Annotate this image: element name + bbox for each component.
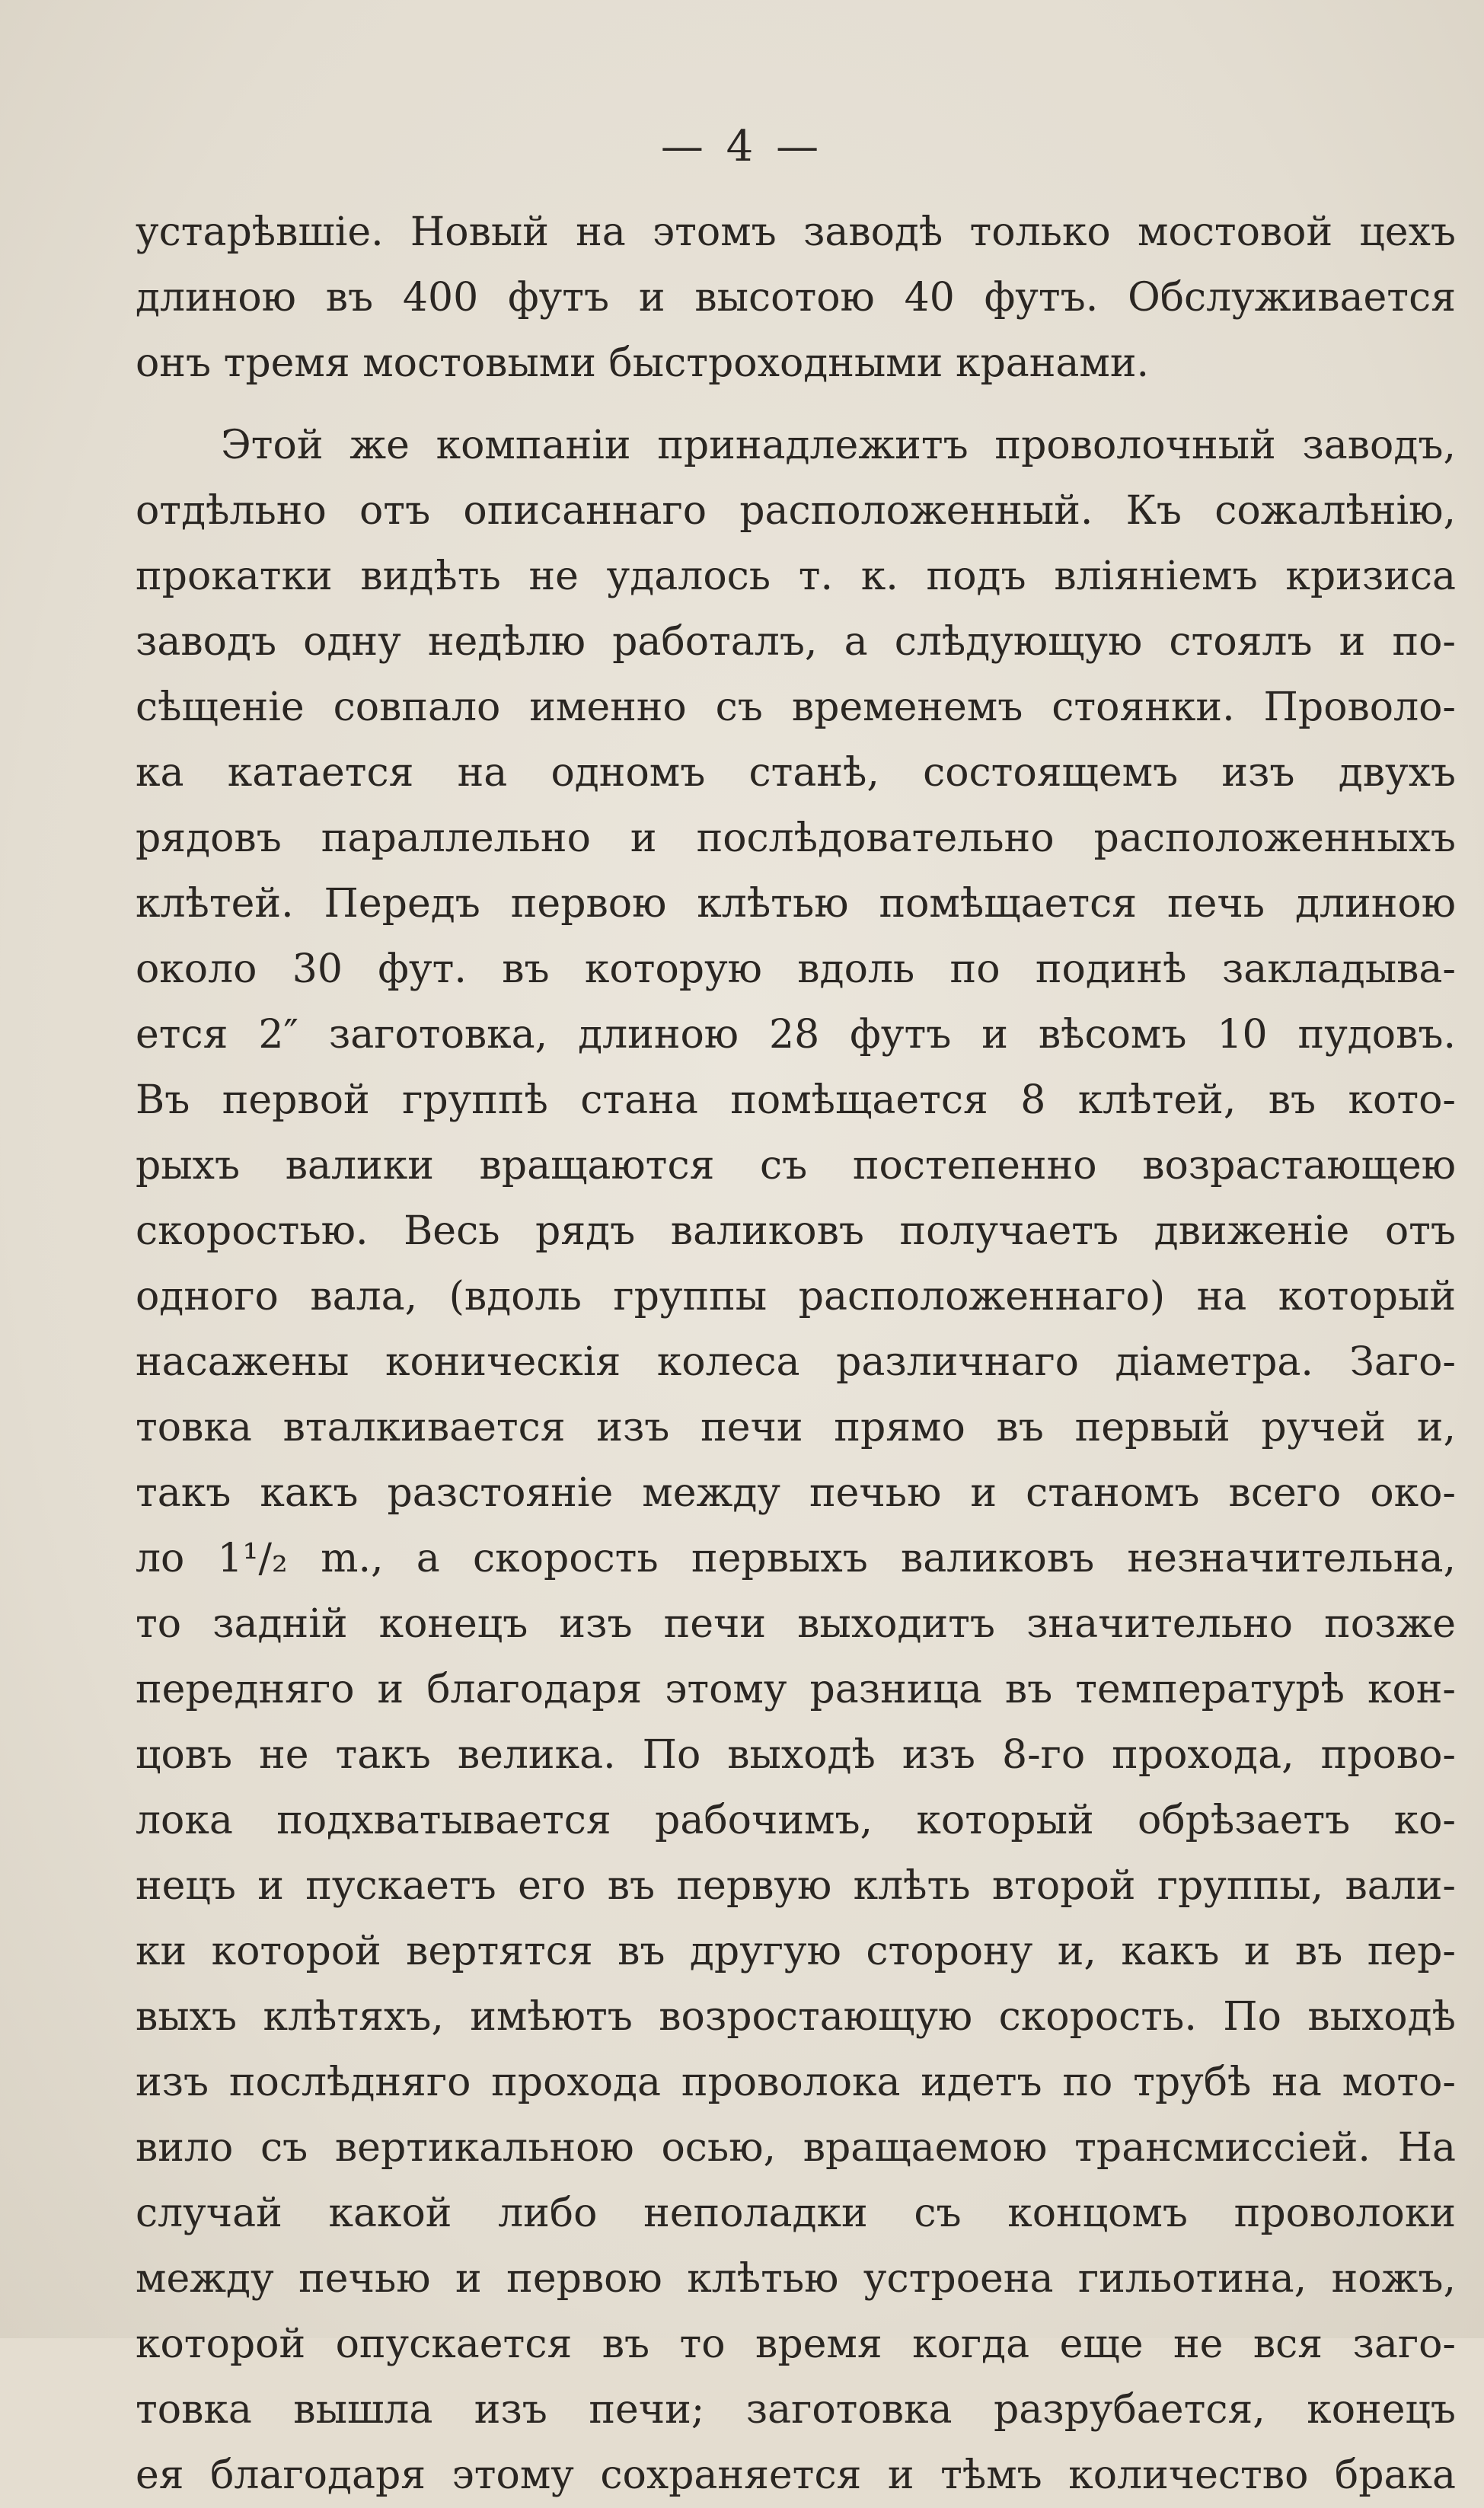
text-line: отдѣльно отъ описаннаго расположенный. Къ сожалѣнію, xyxy=(136,488,1456,534)
text-line: ка катается на одномъ станѣ, состоящемъ изъ двухъ xyxy=(136,750,1456,796)
text-line: одного вала, (вдоль группы расположеннаго) на который xyxy=(136,1274,1456,1319)
text-line: клѣтей. Передъ первою клѣтью помѣщается печь длиною xyxy=(136,881,1456,927)
text-line: заводъ одну недѣлю работалъ, а слѣдующую стоялъ и по- xyxy=(136,619,1456,665)
text-line: такъ какъ разстояніе между печью и станомъ всего око- xyxy=(136,1470,1456,1516)
text-line: насажены коническія колеса различнаго діаметра. Заго- xyxy=(136,1339,1456,1385)
paragraph-gap xyxy=(136,396,1456,413)
text-line: Въ первой группѣ стана помѣщается 8 клѣтей, въ кото- xyxy=(136,1077,1456,1123)
text-line: ется 2″ заготовка, длиною 28 футъ и вѣсомъ 10 пудовъ. xyxy=(136,1012,1456,1058)
text-line: товка вталкивается изъ печи прямо въ первый ручей и, xyxy=(136,1405,1456,1450)
page-number: — 4 — xyxy=(660,122,824,171)
text-line: Этой же компаніи принадлежитъ проволочный заводъ, xyxy=(221,423,1456,468)
text-line: цовъ не такъ велика. По выходѣ изъ 8-го прохода, прово- xyxy=(136,1732,1456,1778)
page-body xyxy=(136,199,1456,2508)
text-line: ея благодаря этому сохраняется и тѣмъ количество брака xyxy=(136,2452,1456,2498)
text-line: товка вышла изъ печи; заготовка разрубается, конецъ xyxy=(136,2387,1456,2433)
text-line: рядовъ параллельно и послѣдовательно расположенныхъ xyxy=(136,815,1456,861)
text-line: вило съ вертикальною осью, вращаемою трансмиссіей. На xyxy=(136,2125,1456,2171)
text-line: рыхъ валики вращаются съ постепенно возрастающею xyxy=(136,1143,1456,1189)
paragraph xyxy=(136,199,1456,396)
text-line: ло 1¹/₂ m., а скорость первыхъ валиковъ незначительна, xyxy=(136,1536,1456,1581)
text-line: устарѣвшіе. Новый на этомъ заводѣ только мостовой цехъ xyxy=(136,209,1456,255)
text-line: прокатки видѣть не удалось т. к. подъ вліяніемъ кризиса xyxy=(136,554,1456,599)
text-line: нецъ и пускаетъ его въ первую клѣть второй группы, вали- xyxy=(136,1863,1456,1909)
text-line: изъ послѣдняго прохода проволока идетъ по трубѣ на мото- xyxy=(136,2060,1456,2105)
paragraph xyxy=(136,413,1456,2508)
text-line: ки которой вертятся въ другую сторону и, какъ и въ пер- xyxy=(136,1929,1456,1974)
text-line: которой опускается въ то время когда еще не вся заго- xyxy=(136,2321,1456,2367)
text-line: скоростью. Весь рядъ валиковъ получаетъ движеніе отъ xyxy=(136,1208,1456,1254)
text-line: длиною въ 400 футъ и высотою 40 футъ. Обслуживается xyxy=(136,275,1456,321)
text-line: сѣщеніе совпало именно съ временемъ стоянки. Проволо- xyxy=(136,684,1456,730)
text-line: онъ тремя мостовыми быстроходными кранами. xyxy=(136,340,1150,386)
text-line: лока подхватывается рабочимъ, который обрѣзаетъ ко- xyxy=(136,1798,1456,1843)
text-line: то задній конецъ изъ печи выходитъ значительно позже xyxy=(136,1601,1456,1647)
text-line: случай какой либо неполадки съ концомъ проволоки xyxy=(136,2191,1456,2236)
text-line: передняго и благодаря этому разница въ температурѣ кон- xyxy=(136,1667,1456,1712)
text-line: выхъ клѣтяхъ, имѣютъ возростающую скорость. По выходѣ xyxy=(136,1994,1456,2040)
text-line: между печью и первою клѣтью устроена гильотина, ножъ, xyxy=(136,2256,1456,2302)
text-line: около 30 фут. въ которую вдоль по подинѣ закладыва- xyxy=(136,946,1456,992)
